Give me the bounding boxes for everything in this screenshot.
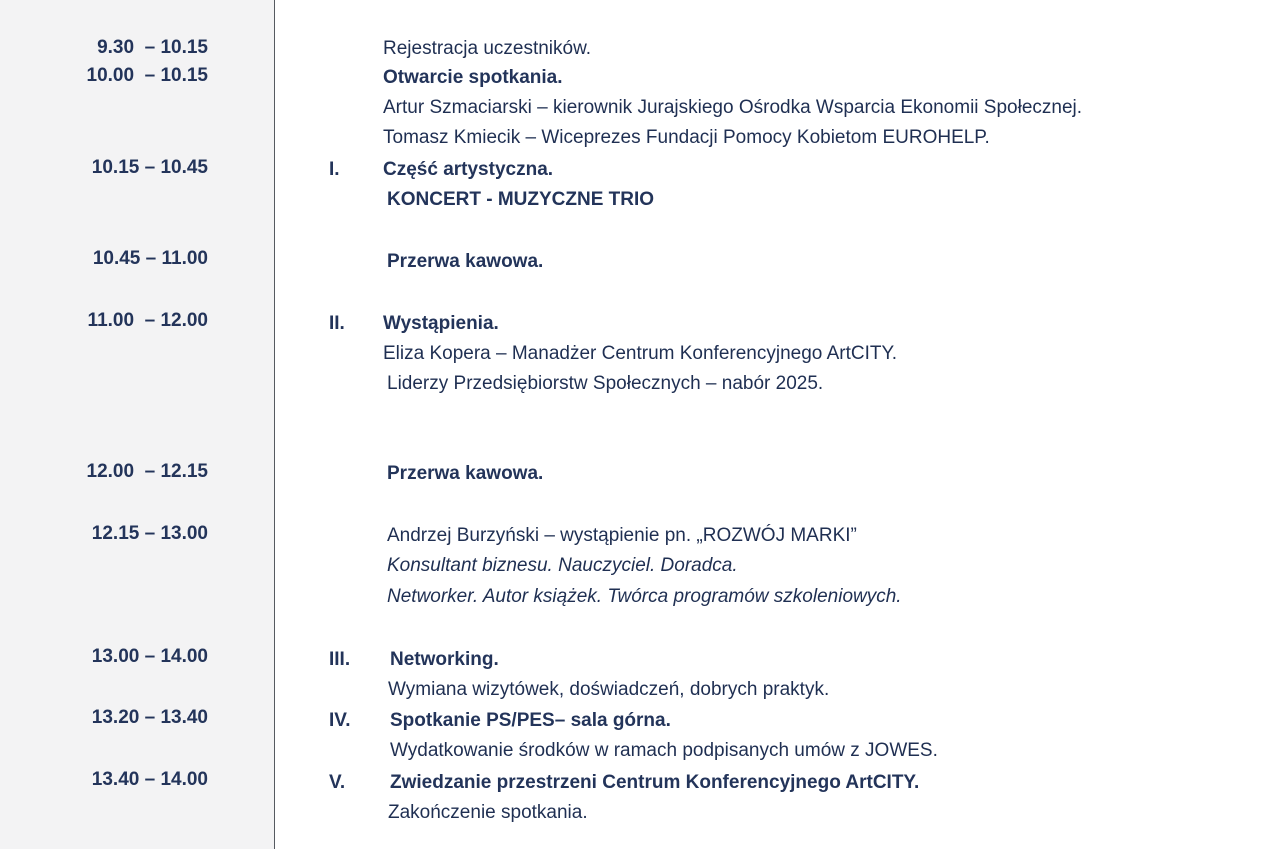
closing-text: Zakończenie spotkania. — [388, 802, 588, 823]
time-slot: 12.15 – 13.00 — [91, 523, 208, 544]
time-slot: 9.30 – 10.15 — [97, 37, 208, 58]
networking-title: Networking. — [390, 649, 499, 670]
meeting-description: Wydatkowanie środków w ramach podpisanych umów z JOWES. — [390, 740, 938, 761]
talk-speaker: Eliza Kopera – Manadżer Centrum Konferencyjnego ArtCITY. — [383, 343, 897, 364]
section-number: V. — [329, 772, 346, 793]
section-number: III. — [329, 649, 351, 670]
brand-talk: Andrzej Burzyński – wystąpienie pn. „ROZWÓJ MARKI” — [387, 525, 857, 546]
networking-description: Wymiana wizytówek, doświadczeń, dobrych praktyk. — [388, 679, 830, 700]
meeting-title: Spotkanie PS/PES– sala górna. — [390, 710, 671, 731]
time-slot: 13.20 – 13.40 — [91, 707, 208, 728]
concert-title: KONCERT - MUZYCZNE TRIO — [387, 189, 655, 210]
talk-speaker: Liderzy Przedsiębiorstw Społecznych – nabór 2025. — [387, 373, 824, 394]
coffee-break: Przerwa kawowa. — [387, 251, 544, 272]
section-number: I. — [329, 159, 340, 180]
art-section-title: Część artystyczna. — [383, 159, 554, 180]
section-number: II. — [329, 313, 345, 334]
time-slot: 13.00 – 14.00 — [91, 646, 208, 667]
opening-title: Otwarcie spotkania. — [383, 67, 563, 88]
opening-speaker: Artur Szmaciarski – kierownik Jurajskiego Ośrodka Wsparcia Ekonomii Społecznej. — [383, 97, 1083, 118]
coffee-break: Przerwa kawowa. — [387, 463, 544, 484]
time-slot: 12.00 – 12.15 — [86, 461, 208, 482]
time-slot: 13.40 – 14.00 — [91, 769, 208, 790]
section-number: IV. — [329, 710, 351, 731]
opening-speaker: Tomasz Kmiecik – Wiceprezes Fundacji Pomocy Kobietom EUROHELP. — [383, 127, 990, 148]
time-slot: 10.15 – 10.45 — [91, 157, 208, 178]
time-slot: 10.00 – 10.15 — [86, 65, 208, 86]
time-slot: 11.00 – 12.00 — [87, 310, 208, 331]
speaker-bio: Networker. Autor książek. Twórca programów szkoleniowych. — [387, 586, 902, 607]
registration-text: Rejestracja uczestników. — [383, 38, 592, 59]
time-slot: 10.45 – 11.00 — [92, 248, 208, 269]
speaker-bio: Konsultant biznesu. Nauczyciel. Doradca. — [387, 555, 738, 576]
tour-title: Zwiedzanie przestrzeni Centrum Konferencyjnego ArtCITY. — [390, 772, 920, 793]
talks-section-title: Wystąpienia. — [383, 313, 499, 334]
